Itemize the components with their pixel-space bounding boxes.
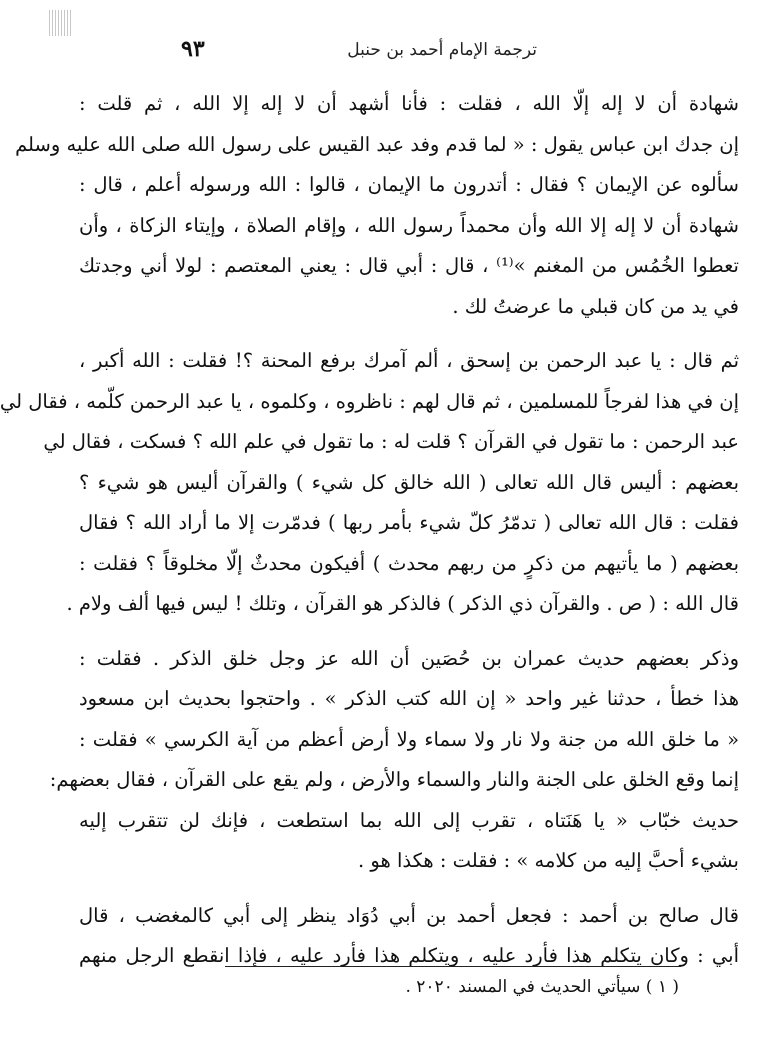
text-line: تعطوا الخُمُس من المغنم »⁽¹⁾ ، قال : أبي قال : يعني المعتصم : لولا أني وجدتك: [79, 254, 739, 277]
text-line: هذا خطأ ، حدثنا غير واحد « إن الله كتب الذكر » . واحتجوا بحديث ابن مسعود: [79, 687, 739, 710]
text-line: « ما خلق الله من جنة ولا نار ولا سماء ولا أرض أعظم من آية الكرسي » فقلت :: [79, 727, 739, 751]
paragraph-4: [79, 896, 739, 977]
text-line: قال صالح بن أحمد : فجعل أحمد بن أبي دُوَاد ينظر إلى أبي كالمغضب ، قال: [79, 903, 739, 927]
text-line: بشيء أحبَّ إليه من كلامه » : فقلت : هكذا هو .: [358, 849, 739, 872]
text-line: عبد الرحمن : ما تقول في القرآن ؟ قلت له : ما تقول في علم الله ؟ فسكت ، فقال لي: [43, 430, 739, 453]
page-number: ٩٣: [181, 36, 205, 62]
text-line: أبي : وكان يتكلم هذا فأرد عليه ، ويتكلم هذا فأرد عليه ، فإذا انقطع الرجل منهم: [79, 944, 739, 967]
text-line: في يد من كان قبلي ما عرضتُ لك .: [452, 294, 739, 318]
text-line: إنما وقع الخلق على الجنة والنار والسماء والأرض ، ولم يقع على القرآن ، فقال بعضهم:: [49, 768, 739, 791]
footnote-divider: [225, 966, 681, 967]
text-line: قال الله : ( ص . والقرآن ذي الذكر ) فالذكر هو القرآن ، وتلك ! ليس فيها ألف ولام .: [66, 592, 739, 615]
text-line: فقلت : قال الله تعالى ( تدمّرُ كلّ شيء بأمر ربها ) فدمّرت إلا ما أراد الله ؟ فقال: [79, 511, 739, 534]
paragraph-3: [49, 639, 739, 882]
text-line: ثم قال : يا عبد الرحمن بن إسحق ، ألم آمرك برفع المحنة ؟! فقلت : الله أكبر ،: [79, 349, 739, 372]
running-title: ترجمة الإمام أحمد بن حنبل: [347, 40, 537, 60]
footnote: ( ١ ) سيأتي الحديث في المسند ٢٠٢٠ .: [405, 977, 679, 997]
paragraph-2: [0, 341, 739, 625]
text-line: حديث خبّاب « يا هَنَتاه ، تقرب إلى الله بما استطعت ، فإنك لن تتقرب إليه: [79, 808, 739, 832]
text-line: إن في هذا لفرجاً للمسلمين ، ثم قال لهم : ناظروه ، وكلموه ، يا عبد الرحمن كلّمه ، فقال لي: [0, 389, 739, 413]
body-text: [0, 84, 739, 991]
page-header: [49, 36, 775, 66]
text-line: شهادة أن لا إله إلّا الله ، فقلت : فأنا أشهد أن لا إله إلا الله ، ثم قلت :: [79, 92, 739, 115]
text-line: إن جدك ابن عباس يقول : « لما قدم وفد عبد القيس على رسول الله صلى الله عليه وسلم: [15, 132, 739, 156]
text-line: شهادة أن لا إله إلا الله وأن محمداً رسول الله ، وإقام الصلاة ، وإيتاء الزكاة ، وأن: [79, 213, 739, 237]
text-line: بعضهم ( ما يأتيهم من ذكرٍ من ربهم محدث ) أفيكون محدثٌ إلّا مخلوقاً ؟ فقلت :: [79, 551, 739, 575]
scan-edge-mark: [49, 10, 71, 36]
text-line: سألوه عن الإيمان ؟ فقال : أتدرون ما الإيمان ، قالوا : الله ورسوله أعلم ، قال :: [79, 173, 739, 196]
text-line: بعضهم : أليس قال الله تعالى ( الله خالق كل شيء ) والقرآن أليس هو شيء ؟: [79, 470, 739, 494]
paragraph-1: [15, 84, 739, 327]
text-line: وذكر بعضهم حديث عمران بن حُصَين أن الله عز وجل خلق الذكر . فقلت :: [79, 646, 739, 670]
